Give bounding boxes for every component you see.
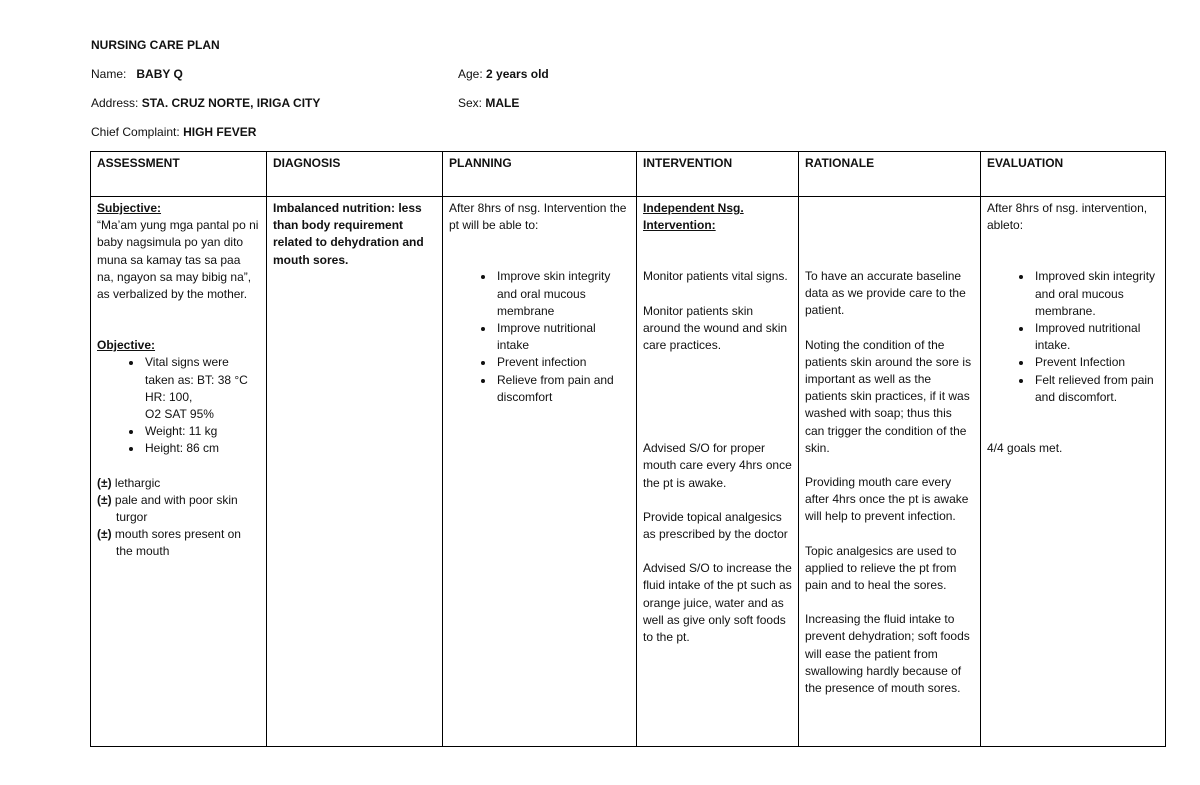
rationale-item: Noting the condition of the patients skin around the sore is important as well as the patients skin practices, if it was washed with soap; thus this can trigger the condition of the skin. (805, 337, 972, 455)
header-planning: PLANNING (443, 152, 637, 197)
sex-label: Sex: (458, 96, 483, 110)
patient-age-field (458, 67, 549, 81)
rationale-item: Increasing the fluid intake to prevent dehydration; soft foods will ease the patient from swallowing hardly because of the presence of mouth sores. (805, 612, 970, 696)
patient-sex-field (458, 96, 519, 110)
evaluation-item: • Improved nutritional intake. (1033, 320, 1159, 354)
rationale-item: Topic analgesics are used to applied to relieve the pt from pain and to heal the sores. (805, 543, 957, 593)
plus-minus-symbol: (±) (97, 475, 112, 490)
address-label: Address: (91, 96, 139, 110)
rationale-cell (799, 197, 981, 747)
assessment-cell (91, 197, 267, 747)
intervention-label: Independent Nsg. Intervention: (643, 201, 744, 233)
header-rationale: RATIONALE (799, 152, 981, 197)
plus-minus-symbol: (±) (97, 527, 112, 542)
intervention-item: Advised S/O for proper mouth care every 4hrs once the pt is awake. (643, 441, 792, 490)
intervention-item: Provide topical analgesics as prescribed by the doctor (643, 509, 788, 542)
diagnosis-text: Imbalanced nutrition: less than body requirement related to dehydration and mouth sores. (273, 201, 424, 267)
evaluation-cell (981, 197, 1166, 747)
address-value: STA. CRUZ NORTE, IRIGA CITY (141, 96, 321, 110)
subjective-label: Subjective: (97, 201, 162, 215)
evaluation-item: • Prevent Infection (1033, 354, 1159, 371)
header-assessment: ASSESSMENT (91, 152, 267, 197)
vitals-line-2: HR: 100, (145, 389, 193, 404)
height-item: • Height: 86 cm (143, 440, 260, 457)
table-header-row (91, 152, 1166, 197)
finding-mouth-sores: (±) mouth sores present on the mouth (97, 527, 241, 559)
planning-intro: After 8hrs of nsg. Intervention the pt will be able to: (449, 201, 627, 233)
planning-goal: • Prevent infection (495, 354, 630, 371)
planning-cell (443, 197, 637, 747)
subjective-text: “Ma’am yung mga pantal po ni baby nagsimula po yan dito muna sa kamay tas sa paa na, ngayon sa may bibig na”, as verbalized by the mother. (97, 218, 259, 302)
name-label: Name: (91, 67, 127, 81)
evaluation-item: • Felt relieved from pain and discomfort. (1033, 372, 1159, 406)
rationale-item: To have an accurate baseline data as we provide care to the patient. (805, 269, 966, 318)
evaluation-intro: After 8hrs of nsg. intervention, ableto: (987, 201, 1148, 233)
objective-label: Objective: (97, 338, 156, 353)
chief-complaint-label: Chief Complaint: (91, 125, 180, 139)
intervention-cell (637, 197, 799, 747)
chief-complaint-value: HIGH FEVER (183, 125, 257, 139)
patient-address-field (91, 96, 320, 110)
age-value: 2 years old (486, 67, 549, 81)
diagnosis-cell (267, 197, 443, 747)
age-label: Age: (458, 67, 483, 81)
sex-value: MALE (485, 96, 520, 110)
objective-list (97, 354, 260, 457)
intervention-item: Monitor patients skin around the wound and skin care practices. (643, 303, 788, 353)
planning-goals (449, 268, 630, 406)
planning-goal: • Improve skin integrity and oral mucous membrane (495, 268, 630, 320)
patient-name-field (91, 67, 183, 81)
intervention-item: Advised S/O to increase the fluid intake of the pt such as orange juice, water and as well as give only soft foods to the pt. (643, 561, 792, 645)
document-title: NURSING CARE PLAN (91, 38, 220, 52)
evaluation-list (987, 268, 1159, 406)
chief-complaint-field (91, 125, 256, 139)
vitals-line-1: • Vital signs were taken as: BT: 38 °C (145, 355, 248, 387)
rationale-item: Providing mouth care every after 4hrs once the pt is awake will help to prevent infection. (805, 475, 969, 524)
care-plan-table (90, 151, 1166, 747)
header-evaluation: EVALUATION (981, 152, 1166, 197)
finding-lethargic: (±) lethargic (97, 475, 161, 490)
intervention-item: Monitor patients vital signs. (643, 269, 788, 284)
name-value: BABY Q (136, 67, 183, 81)
weight-item: • Weight: 11 kg (143, 423, 260, 440)
vitals-item (143, 354, 260, 423)
plus-minus-symbol: (±) (97, 492, 112, 507)
header-intervention: INTERVENTION (637, 152, 799, 197)
finding-pale: (±) pale and with poor skin turgor (97, 492, 238, 525)
planning-goal: • Relieve from pain and discomfort (495, 372, 630, 406)
table-body-row (91, 197, 1166, 747)
planning-goal: • Improve nutritional intake (495, 320, 630, 354)
evaluation-summary: 4/4 goals met. (987, 441, 1063, 456)
header-diagnosis: DIAGNOSIS (267, 152, 443, 197)
vitals-line-3: O2 SAT 95% (145, 407, 214, 422)
evaluation-item: • Improved skin integrity and oral mucous membrane. (1033, 268, 1159, 320)
